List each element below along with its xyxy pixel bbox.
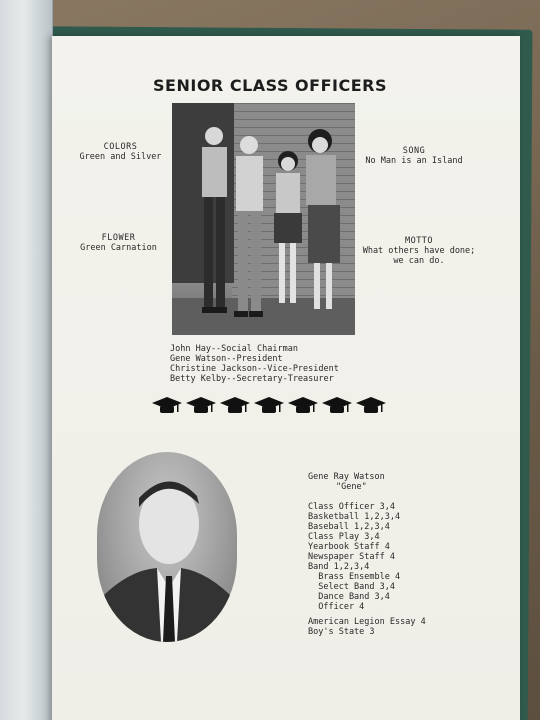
activity-item: Yearbook Staff 4 [308, 542, 390, 552]
officers-group-photo [172, 103, 355, 335]
flower-block [66, 233, 171, 253]
honor-item: American Legion Essay 4 [308, 617, 426, 627]
song-block [355, 146, 473, 166]
figure-christine-jackson [274, 151, 302, 303]
officer-name: Christine Jackson--Vice-President [170, 364, 339, 374]
motto-line-1: What others have done; [362, 246, 476, 256]
colors-heading: COLORS [103, 142, 138, 152]
activity-item: Select Band 3,4 [308, 582, 395, 592]
motto-block [356, 236, 482, 266]
activity-item: Class Officer 3,4 [308, 502, 395, 512]
officer-name: Gene Watson--President [170, 354, 283, 364]
activity-item: Brass Ensemble 4 [308, 572, 401, 582]
flower-heading: FLOWER [101, 233, 136, 243]
motto-line-2: we can do. [393, 256, 445, 266]
activity-item: Basketball 1,2,3,4 [308, 512, 401, 522]
graduation-cap-icon [254, 397, 284, 413]
colors-value: Green and Silver [79, 152, 162, 162]
graduation-cap-icon [288, 397, 318, 413]
activity-item: Baseball 1,2,3,4 [308, 522, 390, 532]
senior-name: Gene Ray Watson [308, 472, 385, 482]
graduation-cap-icon [356, 397, 386, 413]
officer-name: John Hay--Social Chairman [170, 344, 298, 354]
activity-item: Officer 4 [308, 602, 365, 612]
activity-item: Band 1,2,3,4 [308, 562, 370, 572]
colors-block [68, 142, 173, 162]
graduation-cap-icon [186, 397, 216, 413]
senior-bio [308, 472, 426, 637]
graduation-cap-divider [152, 395, 387, 417]
song-heading: SONG [402, 146, 426, 156]
figure-john-hay [202, 127, 227, 313]
graduation-cap-icon [152, 397, 182, 413]
activity-item: Class Play 3,4 [308, 532, 380, 542]
flower-value: Green Carnation [80, 243, 157, 253]
portrait-figure [97, 452, 237, 642]
page-title: SENIOR CLASS OFFICERS [153, 76, 387, 95]
officer-name: Betty Kelby--Secretary-Treasurer [170, 374, 334, 384]
figure-gene-watson [234, 136, 263, 317]
activity-item: Dance Band 3,4 [308, 592, 390, 602]
facing-page-edge [0, 0, 53, 720]
senior-portrait [97, 452, 237, 642]
officers-list [170, 344, 339, 384]
honor-item: Boy's State 3 [308, 627, 375, 637]
motto-heading: MOTTO [404, 236, 434, 246]
graduation-cap-icon [220, 397, 250, 413]
activity-item: Newspaper Staff 4 [308, 552, 395, 562]
senior-nickname: "Gene" [336, 482, 367, 492]
figure-betty-kelby [306, 129, 340, 309]
song-value: No Man is an Island [365, 156, 463, 166]
officer-figures [172, 103, 355, 335]
graduation-cap-icon [322, 397, 352, 413]
